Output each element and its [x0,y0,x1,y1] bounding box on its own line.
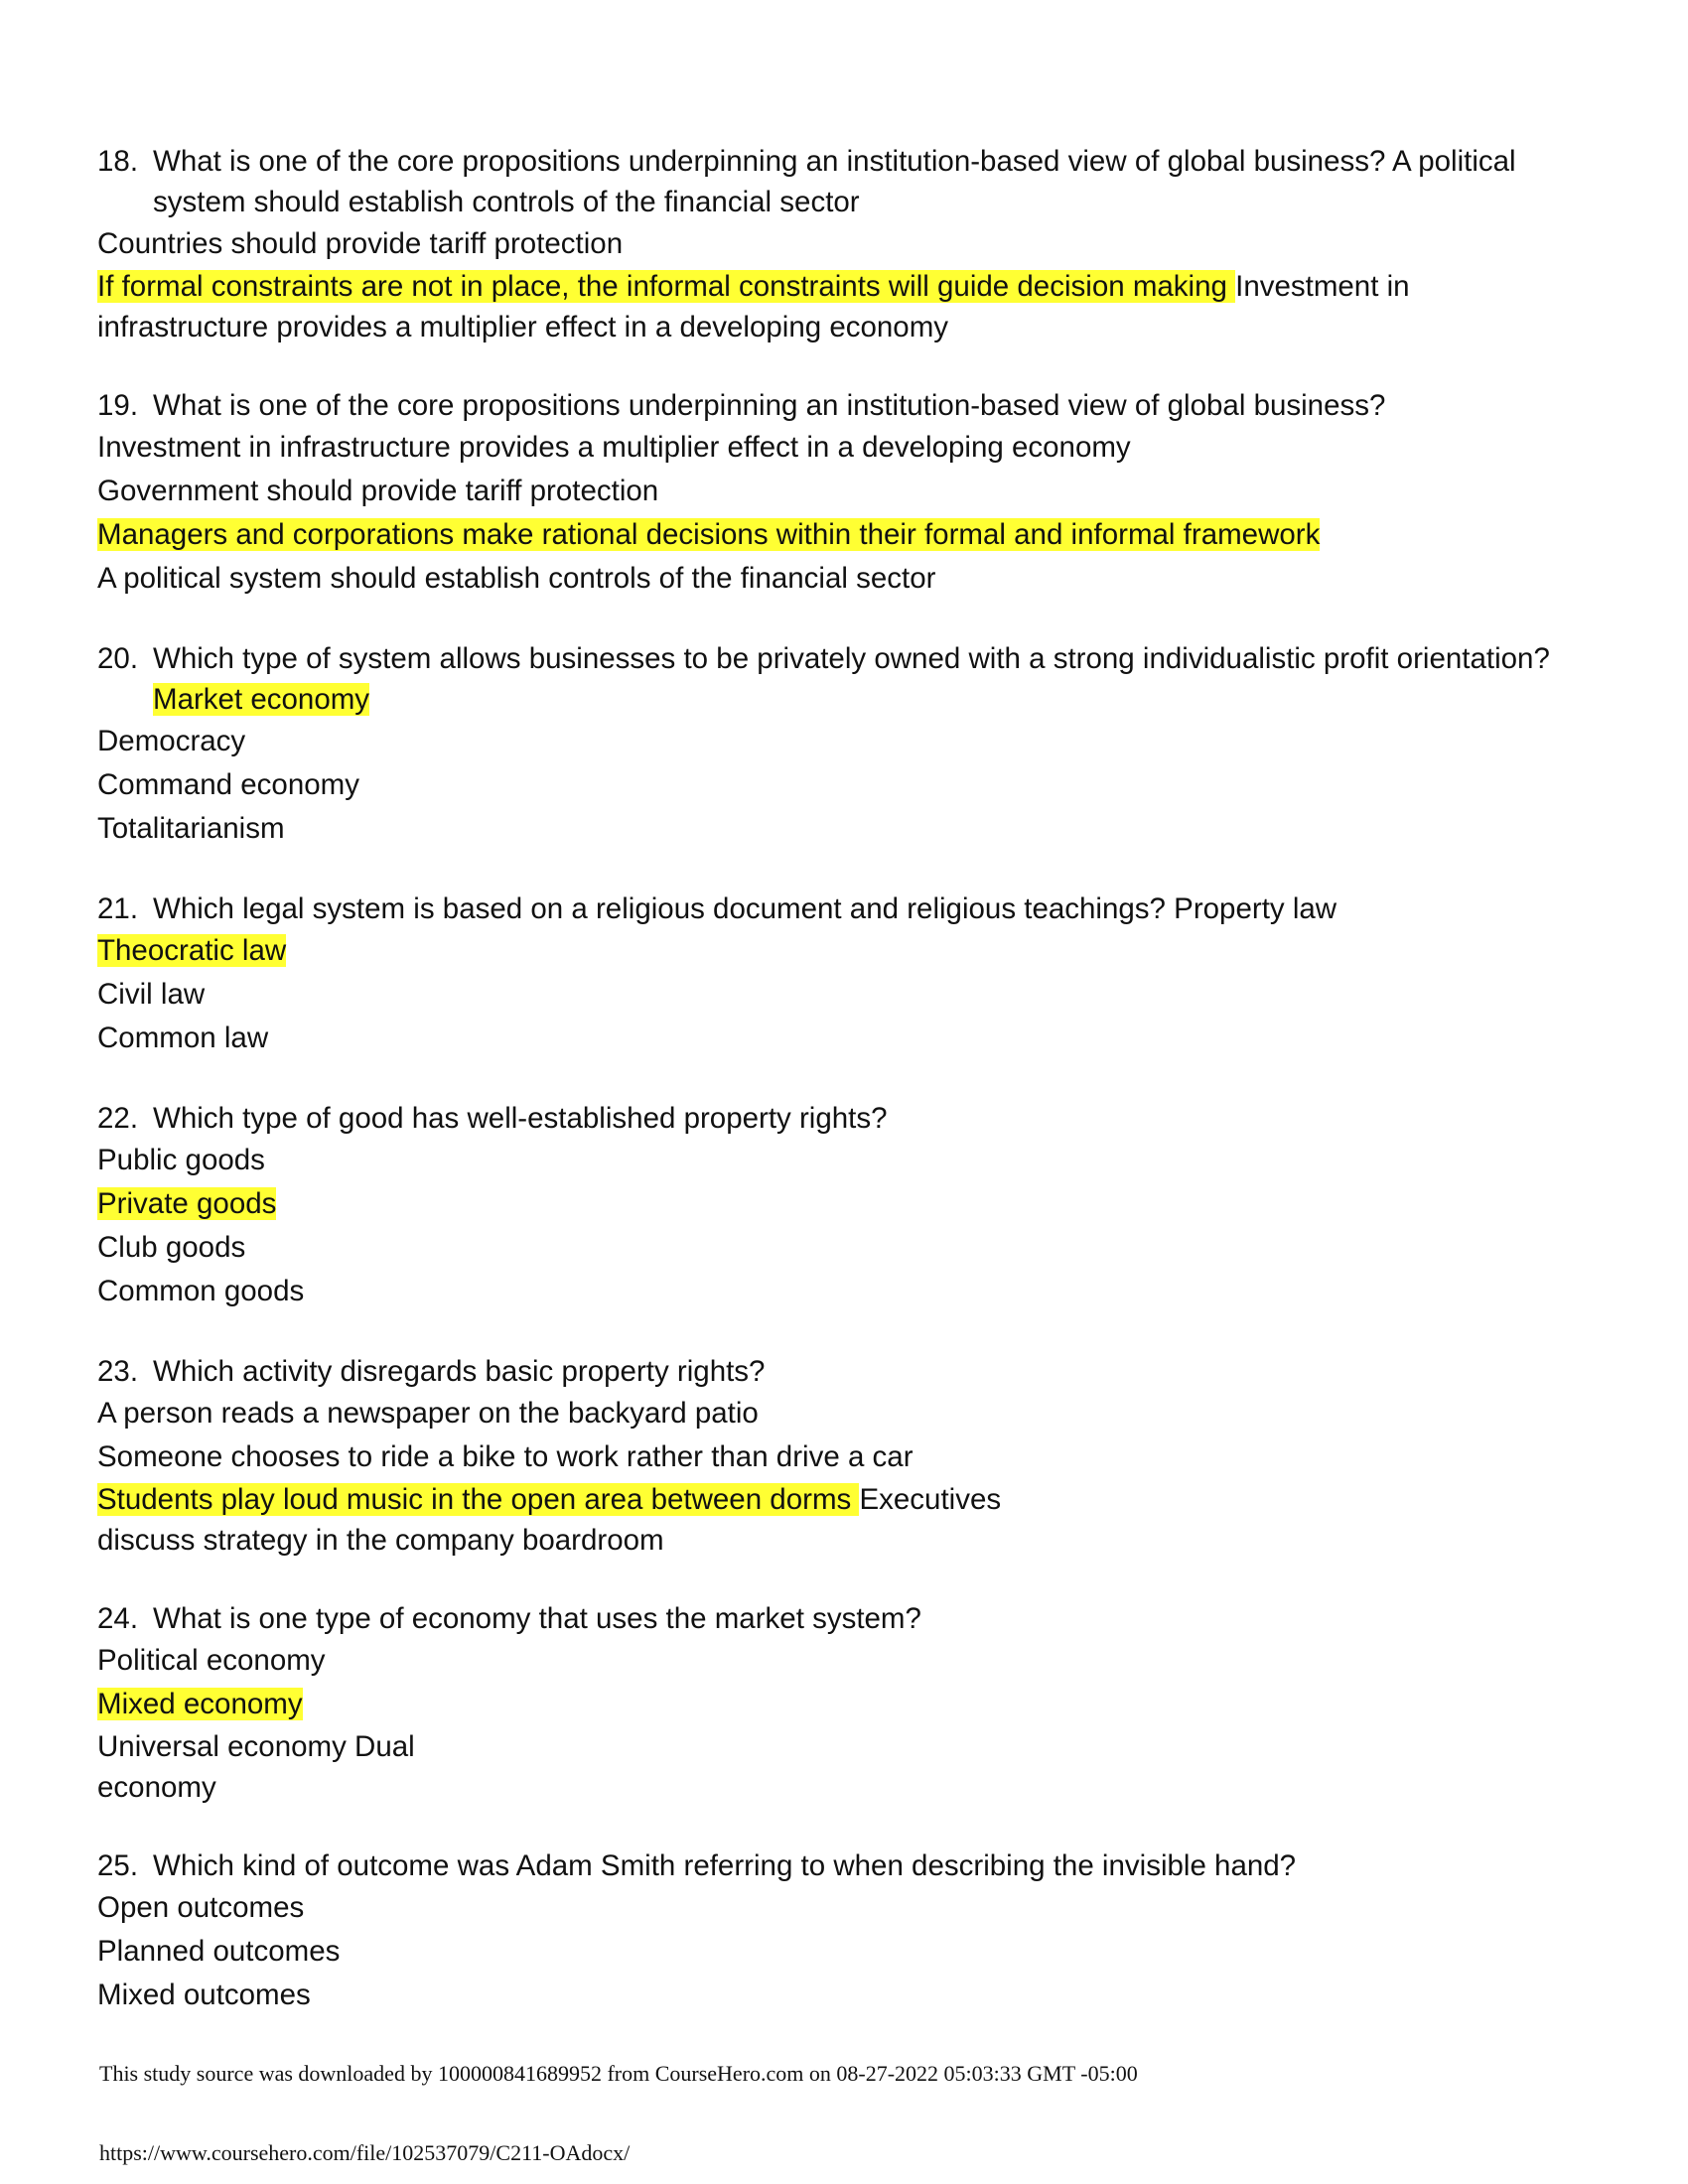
question-20 [97,638,1557,851]
question-number: 25. [97,1849,139,1882]
answer-option: Mixed outcomes [97,1979,311,2011]
question-stem [97,638,1557,720]
highlighted-answer: Managers and corporations make rational decisions within their formal and informal framework [97,518,1321,551]
question-text: What is one type of economy that uses the market system? [153,1602,921,1635]
highlighted-answer: Students play loud music in the open area between dorms [97,1483,860,1516]
answer-option: Common goods [97,1275,305,1307]
answer-option: Open outcomes [97,1891,305,1924]
highlighted-answer: Mixed economy [97,1688,303,1720]
answer-option [97,1182,1557,1226]
source-url-link[interactable]: https://www.coursehero.com/file/102537079/C211-OAdocx/ [99,2140,631,2165]
question-stem [97,385,1557,426]
question-stem [97,1598,1557,1639]
question-24 [97,1598,1557,1808]
answer-option-text: Executives discuss strategy in the company boardroom [97,1483,1002,1557]
question-18 [97,141,1557,347]
download-source-note: This study source was downloaded by 100000841689952 from CourseHero.com on 08-27-2022 05:03:33 GMT -05:00 [99,2061,1138,2086]
question-25 [97,1845,1557,2017]
answer-option: Club goods [97,1231,246,1264]
question-text: Which type of system allows businesses to be privately owned with a strong individualistic profit orientation? [153,642,1550,675]
question-number: 19. [97,389,139,422]
question-stem [97,888,1557,929]
question-number: 21. [97,892,139,925]
highlighted-answer: Theocratic law [97,934,287,967]
highlighted-answer: Private goods [97,1187,277,1220]
question-stem [97,1098,1557,1139]
question-number: 18. [97,145,139,178]
answer-option-wrapped [97,1479,1021,1561]
answer-option: Democracy [97,725,246,757]
question-23 [97,1351,1557,1561]
answer-option [97,929,1557,973]
answer-option: Civil law [97,978,206,1011]
answer-option: Common law [97,1022,269,1054]
question-number: 24. [97,1602,139,1635]
answer-option-wrapped: Universal economy Dual economy [97,1730,415,1804]
question-text: What is one of the core propositions underpinning an institution-based view of global business? A political system should establish controls of the financial sector [153,145,1516,218]
answer-option: Totalitarianism [97,812,285,845]
question-stem [97,1351,1557,1392]
answer-option-wrapped [97,266,1557,347]
answer-option [97,513,1557,557]
question-text: Which activity disregards basic property rights? [153,1355,766,1388]
question-19 [97,385,1557,601]
answer-option: Planned outcomes [97,1935,341,1968]
answer-option: A political system should establish controls of the financial sector [97,562,936,595]
question-text: Which legal system is based on a religious document and religious teachings? Property law [153,892,1337,925]
highlighted-answer: If formal constraints are not in place, the informal constraints will guide decision making [97,270,1236,303]
answer-option: A person reads a newspaper on the backyard patio [97,1397,759,1430]
question-number: 23. [97,1355,139,1388]
answer-option: Investment in infrastructure provides a multiplier effect in a developing economy [97,431,1131,464]
question-number: 20. [97,642,139,675]
highlighted-answer: Market economy [153,683,370,716]
answer-option: Political economy [97,1644,326,1677]
quiz-content [97,141,1557,2055]
question-text: Which type of good has well-established property rights? [153,1102,888,1135]
answer-option-text: Investment in infrastructure provides a multiplier effect in a developing economy [97,270,1410,343]
answer-option: Countries should provide tariff protection [97,227,624,260]
answer-option: Command economy [97,768,359,801]
answer-option [97,1683,1557,1726]
question-number: 22. [97,1102,139,1135]
question-stem [97,1845,1557,1886]
answer-option: Government should provide tariff protection [97,475,659,507]
answer-option: Public goods [97,1144,265,1176]
question-text: What is one of the core propositions underpinning an institution-based view of global business? [153,389,1386,422]
question-22 [97,1098,1557,1313]
question-text: Which kind of outcome was Adam Smith referring to when describing the invisible hand? [153,1849,1297,1882]
question-stem [97,141,1557,222]
answer-option: Someone chooses to ride a bike to work rather than drive a car [97,1440,914,1473]
question-21 [97,888,1557,1060]
